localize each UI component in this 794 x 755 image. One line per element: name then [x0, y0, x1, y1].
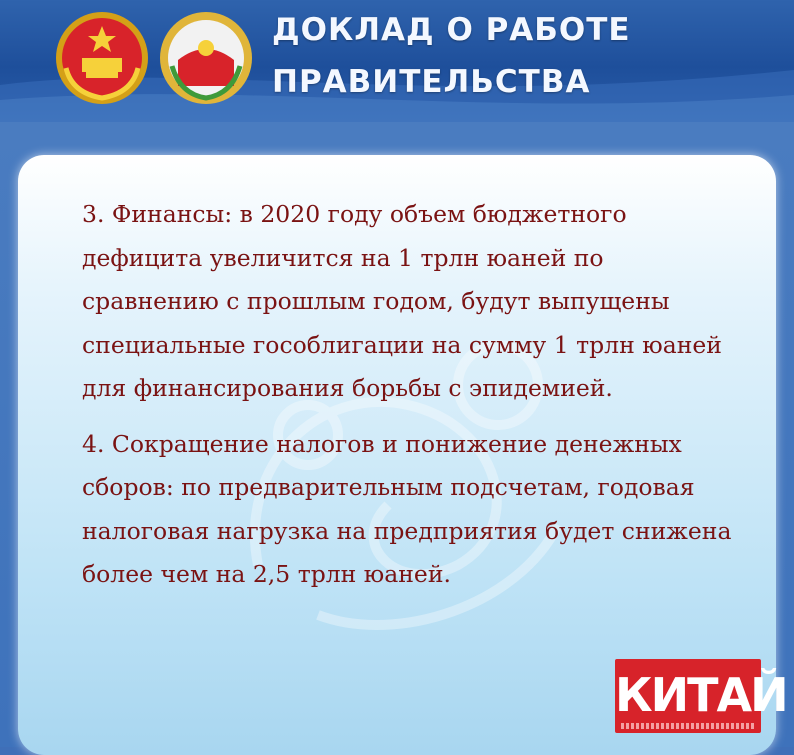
page-title-line1: ДОКЛАД О РАБОТЕ: [272, 12, 631, 48]
page-title: [272, 4, 752, 108]
paragraph-tax-reduction: 4. Сокращение налогов и понижение денежных сборов: по предварительным подсчетам, годовая налоговая нагрузка на предприятия будет снижена более чем на 2,5 трлн юаней.: [82, 429, 732, 588]
header-banner: [0, 0, 794, 122]
cppcc-emblem-icon: [156, 8, 256, 108]
content-card: [18, 155, 787, 755]
state-emblem-icon: [52, 8, 152, 108]
paragraph-finance: 3. Финансы: в 2020 году объем бюджетного дефицита увеличится на 1 трлн юаней по сравнению с прошлым годом, будут выпущены специальные гособлигации на сумму 1 трлн юаней для финансирования борьбы с эпидемией.: [82, 200, 722, 402]
article-text: [82, 193, 742, 597]
page-title-line2: ПРАВИТЕЛЬСТВА: [272, 64, 591, 100]
logo-wordmark: КИТАЙ: [615, 668, 787, 722]
logo-bottom-strip: [621, 723, 755, 729]
kitai-magazine-logo: [615, 659, 787, 733]
